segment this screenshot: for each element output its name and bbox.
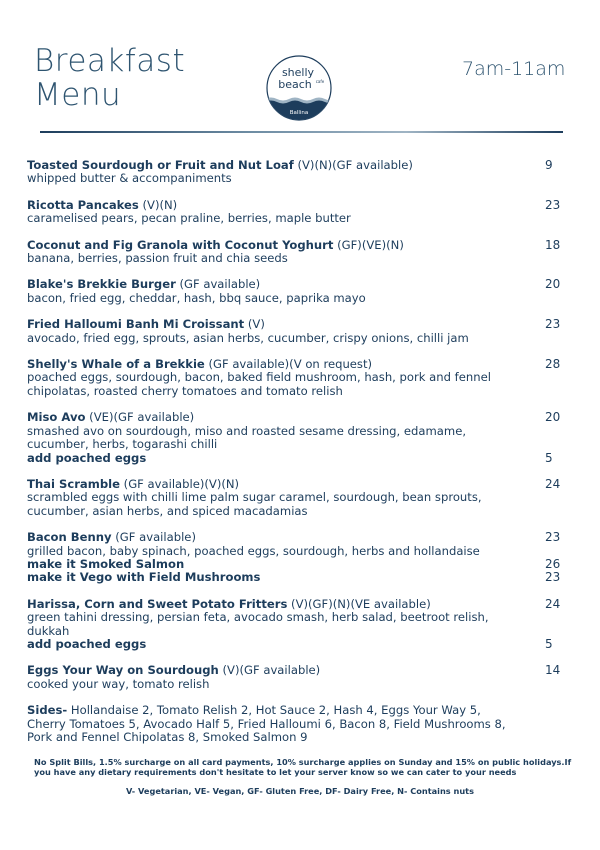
item-name: Miso Avo bbox=[27, 410, 86, 425]
item-header bbox=[27, 358, 567, 371]
menu-item bbox=[27, 358, 567, 398]
addon-label: add poached eggs bbox=[27, 450, 147, 465]
item-description: chipolatas, roasted cherry tomatoes and tomato relish bbox=[27, 383, 343, 398]
item-title bbox=[27, 358, 372, 371]
item-description: cooked your way, tomato relish bbox=[27, 676, 210, 691]
menu-item bbox=[27, 159, 567, 186]
addon-price: 23 bbox=[545, 570, 561, 585]
menu-item bbox=[27, 598, 567, 652]
item-title bbox=[27, 411, 194, 424]
item-price: 9 bbox=[545, 158, 553, 172]
item-header bbox=[27, 478, 567, 491]
logo-suffix: cafe bbox=[315, 79, 325, 84]
item-title bbox=[27, 598, 431, 611]
item-name: Blake's Brekkie Burger bbox=[27, 277, 176, 292]
item-header bbox=[27, 318, 567, 331]
item-description: caramelised pears, pecan praline, berries, maple butter bbox=[27, 211, 351, 226]
menu-item bbox=[27, 531, 567, 585]
item-name: Thai Scramble bbox=[27, 476, 120, 491]
item-tags: (GF available)(V)(N) bbox=[119, 476, 240, 491]
item-title bbox=[27, 199, 177, 212]
item-title bbox=[27, 531, 196, 544]
item-title bbox=[27, 478, 239, 491]
menu-item bbox=[27, 239, 567, 266]
menu-item bbox=[27, 199, 567, 226]
item-header bbox=[27, 531, 567, 544]
addon-row bbox=[27, 558, 567, 571]
item-tags: (V)(GF available) bbox=[218, 663, 321, 678]
item-header bbox=[27, 411, 567, 424]
item-tags: (GF available)(V on request) bbox=[204, 357, 373, 372]
item-price: 24 bbox=[545, 596, 561, 611]
addon-price: 26 bbox=[545, 556, 561, 571]
item-tags: (V) bbox=[244, 317, 265, 332]
title-line-1: Breakfast bbox=[34, 43, 186, 79]
item-header bbox=[27, 664, 567, 677]
item-description: grilled bacon, baby spinach, poached eggs, sourdough, herbs and hollandaise bbox=[27, 543, 480, 558]
menu-item bbox=[27, 278, 567, 305]
item-name: Harissa, Corn and Sweet Potato Fritters bbox=[27, 596, 288, 611]
item-description: dukkah bbox=[27, 623, 70, 638]
item-tags: (V)(GF)(N)(VE available) bbox=[287, 596, 431, 611]
menu-list bbox=[27, 159, 567, 744]
item-description: scrambled eggs with chilli lime palm sugar caramel, sourdough, bean sprouts, bbox=[27, 490, 482, 505]
menu-item bbox=[27, 411, 567, 465]
item-title bbox=[27, 239, 404, 252]
item-tags: (GF available) bbox=[111, 530, 196, 545]
item-tags: (VE)(GF available) bbox=[85, 410, 195, 425]
logo-line-1: shelly bbox=[281, 66, 315, 79]
sides-line: Cherry Tomatoes 5, Avocado Half 5, Fried Halloumi 6, Bacon 8, Field Mushrooms 8, bbox=[27, 716, 506, 731]
addon-label: make it Vego with Field Mushrooms bbox=[27, 570, 261, 585]
item-name: Ricotta Pancakes bbox=[27, 197, 139, 212]
item-header bbox=[27, 278, 567, 291]
item-name: Bacon Benny bbox=[27, 530, 112, 545]
item-price: 23 bbox=[545, 530, 561, 545]
item-price: 20 bbox=[545, 410, 561, 425]
item-title bbox=[27, 278, 260, 291]
logo-location: Ballina bbox=[289, 110, 309, 116]
item-description: smashed avo on sourdough, miso and roasted sesame dressing, edamame, bbox=[27, 423, 467, 438]
sides-line: Hollandaise 2, Tomato Relish 2, Hot Sauce 2, Hash 4, Eggs Your Way 5, bbox=[67, 703, 481, 718]
item-description: cucumber, herbs, togarashi chilli bbox=[27, 437, 218, 452]
item-tags: (GF available) bbox=[175, 277, 261, 292]
item-name: Fried Halloumi Banh Mi Croissant bbox=[27, 317, 245, 332]
item-price: 24 bbox=[545, 476, 561, 491]
surcharge-note: No Split Bills, 1.5% surcharge on all card payments, 10% surcharge applies on Sunday and 15% on public holidays.If you have any dietary requirements don't hesitate to let your server know so we can cater to your needs bbox=[34, 757, 572, 777]
logo-line-2: beach bbox=[278, 78, 312, 91]
item-price: 23 bbox=[545, 197, 561, 212]
item-name: Coconut and Fig Granola with Coconut Yoghurt bbox=[27, 237, 334, 252]
item-tags: (V)(N) bbox=[138, 197, 178, 212]
opening-hours: 7am-11am bbox=[462, 58, 566, 80]
item-price: 20 bbox=[545, 277, 561, 292]
item-price: 14 bbox=[545, 663, 561, 678]
item-header bbox=[27, 598, 567, 611]
page-title bbox=[34, 44, 185, 112]
item-description: whipped butter & accompaniments bbox=[27, 171, 232, 186]
item-header bbox=[27, 239, 567, 252]
addon-row bbox=[27, 571, 567, 584]
sides-line: Pork and Fennel Chipolatas 8, Smoked Salmon 9 bbox=[27, 730, 308, 744]
item-description: avocado, fried egg, sprouts, asian herbs, cucumber, crispy onions, chilli jam bbox=[27, 330, 469, 345]
addon-price: 5 bbox=[545, 636, 553, 651]
item-description: poached eggs, sourdough, bacon, baked field mushroom, hash, pork and fennel bbox=[27, 370, 491, 385]
item-title bbox=[27, 159, 413, 172]
item-tags: (GF)(VE)(N) bbox=[333, 237, 404, 252]
item-description: green tahini dressing, persian feta, avocado smash, herb salad, beetroot relish, bbox=[27, 610, 489, 625]
sides-label: Sides- bbox=[27, 703, 68, 718]
item-name: Shelly's Whale of a Brekkie bbox=[27, 357, 205, 372]
item-title bbox=[27, 664, 320, 677]
item-price: 28 bbox=[545, 357, 561, 372]
addon-label: make it Smoked Salmon bbox=[27, 556, 185, 571]
dietary-legend: V- Vegetarian, VE- Vegan, GF- Gluten Free, DF- Dairy Free, N- Contains nuts bbox=[126, 786, 474, 796]
item-name: Eggs Your Way on Sourdough bbox=[27, 663, 219, 678]
item-description: bacon, fried egg, cheddar, hash, bbq sauce, paprika mayo bbox=[27, 290, 366, 305]
item-price: 18 bbox=[545, 237, 561, 252]
cafe-logo bbox=[265, 54, 333, 122]
item-price: 23 bbox=[545, 317, 561, 332]
menu-item bbox=[27, 478, 567, 518]
item-description: cucumber, asian herbs, and spiced macadamias bbox=[27, 503, 308, 518]
item-title bbox=[27, 318, 265, 331]
addon-label: add poached eggs bbox=[27, 636, 147, 651]
sides-section bbox=[27, 704, 527, 744]
menu-item bbox=[27, 318, 567, 345]
item-name: Toasted Sourdough or Fruit and Nut Loaf bbox=[27, 158, 294, 172]
header-divider bbox=[40, 131, 563, 133]
addon-row bbox=[27, 452, 567, 465]
menu-item bbox=[27, 664, 567, 691]
item-header bbox=[27, 199, 567, 212]
addon-row bbox=[27, 638, 567, 651]
addon-price: 5 bbox=[545, 450, 553, 465]
item-tags: (V)(N)(GF available) bbox=[293, 158, 413, 172]
title-line-2: Menu bbox=[34, 77, 122, 113]
item-description: banana, berries, passion fruit and chia seeds bbox=[27, 251, 288, 266]
item-header bbox=[27, 159, 567, 172]
